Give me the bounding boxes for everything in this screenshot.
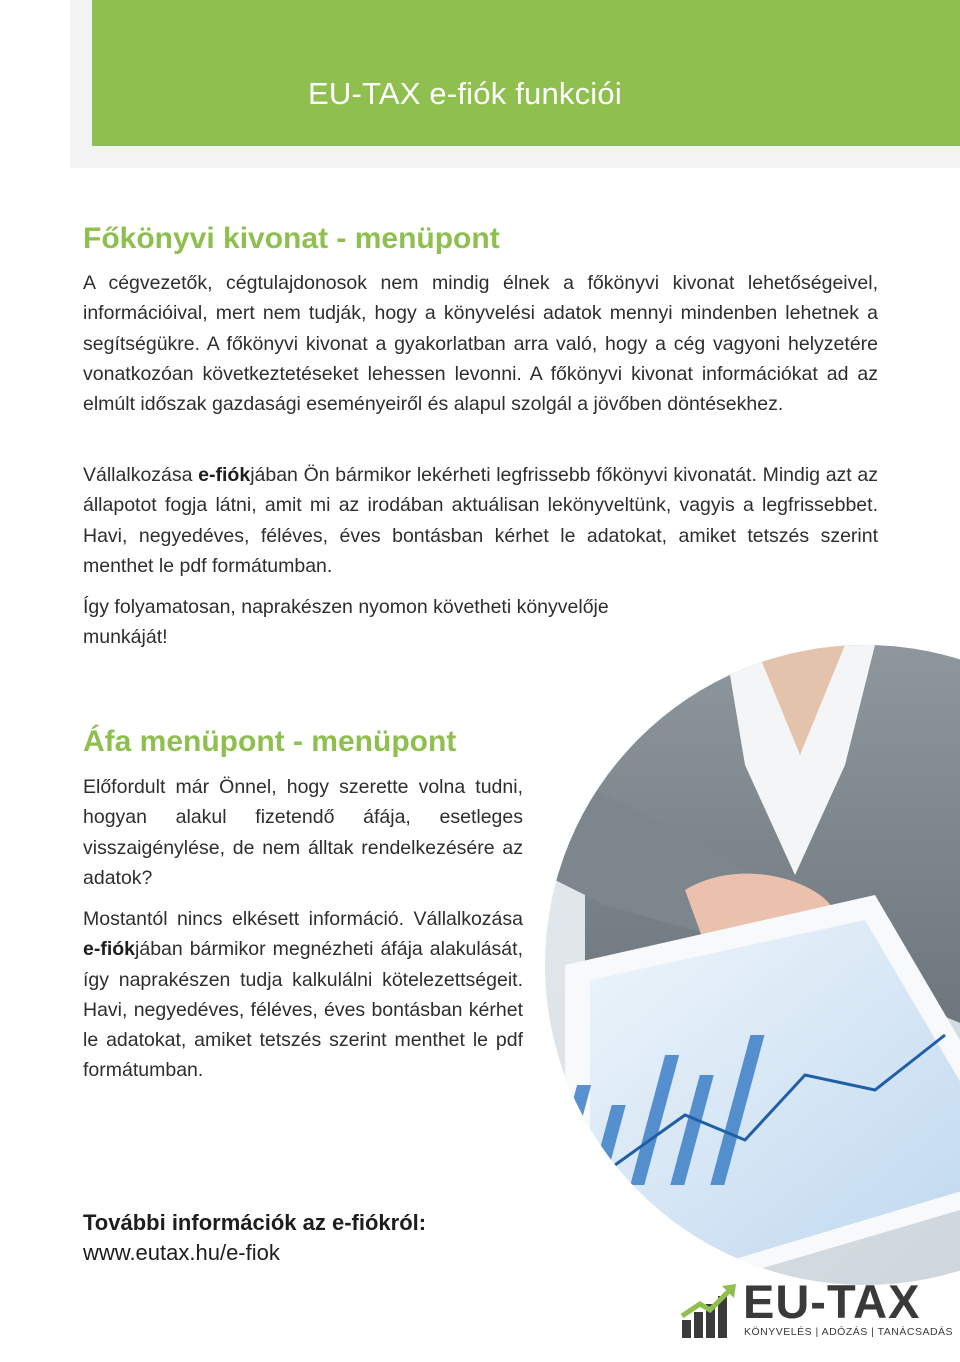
section-heading-fokonyvi: Főkönyvi kivonat - menüpont [83, 222, 500, 255]
header-bar [92, 0, 960, 146]
fokonyvi-paragraph-3: Így folyamatosan, naprakészen nyomon követheti könyvelője munkáját! [83, 596, 609, 649]
more-info-link[interactable]: www.eutax.hu/e-fiok [83, 1240, 280, 1265]
logo-tagline: KÖNYVELÉS | ADÓZÁS | TANÁCSADÁS [744, 1326, 954, 1338]
eutax-logo [680, 1275, 954, 1342]
logo-wordmark: EU-TAX [743, 1275, 921, 1328]
more-info-title: További információk az e-fiókról: [83, 1210, 427, 1235]
section-heading-afa: Áfa menüpont - menüpont [83, 725, 457, 758]
afa-paragraph-1: Előfordult már Önnel, hogy szerette volna tudni, hogyan alakul fizetendő áfája, esetleges visszaigénylése, de nem álltak rendelkezésére az adatok? [83, 776, 523, 889]
page-title: EU-TAX e-fiók funkciói [308, 76, 622, 111]
growth-chart-icon [680, 1282, 740, 1338]
business-woman-tablet-photo [545, 645, 960, 1285]
fokonyvi-paragraph-1: A cégvezetők, cégtulajdonosok nem mindig élnek a főkönyvi kivonat lehetőségeivel, információival, mert nem tudják, hogy a könyvelési adatok mennyi mindenben lehetnek a segítségükre. A főkönyvi kivonat a gyakorlatban arra való, hogy a cég vagyoni helyzetére vonatkozóan következtetéseket lehessen levonni. A főkönyvi kivonat információkat ad az elmúlt időszak gazdasági eseményeiről és alapul szolgál a jövőben döntésekhez. [83, 272, 878, 416]
fokonyvi-paragraph-2: Vállalkozása e-fiókjában Ön bármikor lekérheti legfrissebb főkönyvi kivonatát. Mindig azt az állapotot fogja látni, amit mi az irodában aktuálisan lekönyveltünk, vagyis a legfrissebbet. Havi, negyedéves, féléves, éves bontásban kérhet le adatokat, amiket tetszés szerint menthet le pdf formátumban. [83, 464, 878, 577]
afa-paragraph-2: Mostantól nincs elkésett információ. Vállalkozása e-fiókjában bármikor megnézheti áfája alakulását, így naprakészen tudja kalkulálni kötelezettségeit. Havi, negyedéves, féléves, éves bontásban kérhet le adatokat, amiket tetszés szerint menthet le pdf formátumban. [83, 908, 523, 1082]
